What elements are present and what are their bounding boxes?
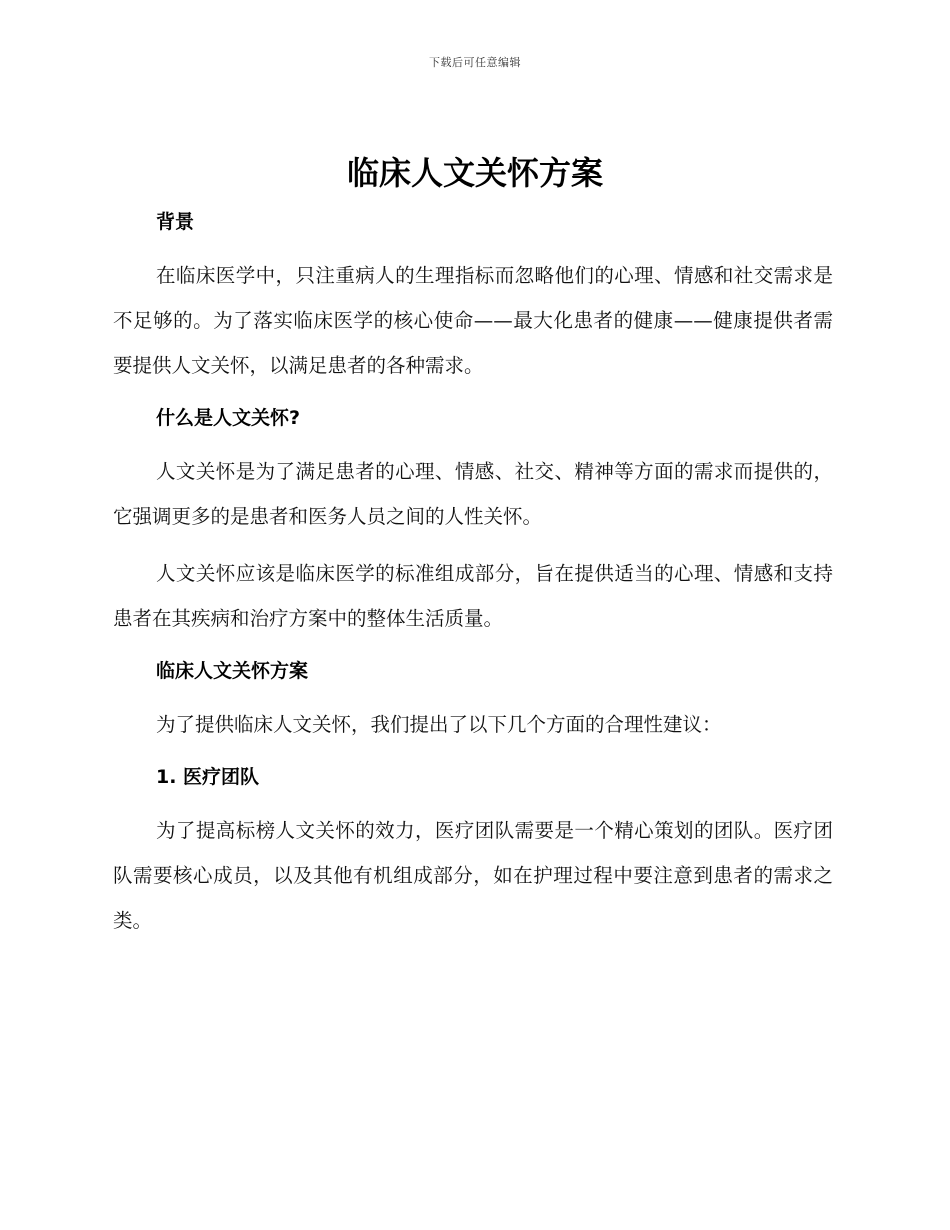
section-heading-care-plan: 临床人文关怀方案 [156, 660, 309, 682]
paragraph-medical-team: 为了提高标榜人文关怀的效力，医疗团队需要是一个精心策划的团队。医疗团队需要核心成员，以及其他有机组成部分，如在护理过程中要注意到患者的需求之类。 [113, 819, 833, 932]
paragraph-definition: 人文关怀是为了满足患者的心理、情感、社交、精神等方面的需求而提供的，它强调更多的是患者和医务人员之间的人性关怀。 [113, 460, 833, 528]
paragraph-suggestions-intro: 为了提供临床人文关怀，我们提出了以下几个方面的合理性建议： [156, 713, 722, 736]
paragraph-background: 在临床医学中，只注重病人的生理指标而忽略他们的心理、情感和社交需求是不足够的。为了落实临床医学的核心使命——最大化患者的健康——健康提供者需要提供人文关怀，以满足患者的各种需求。 [113, 264, 833, 377]
header-note: 下载后可任意编辑 [429, 56, 521, 69]
paragraph-standard-component: 人文关怀应该是临床医学的标准组成部分，旨在提供适当的心理、情感和支持患者在其疾病和治疗方案中的整体生活质量。 [113, 562, 833, 630]
section-heading-what-is-humanistic-care: 什么是人文关怀? [156, 407, 301, 429]
document-title: 临床人文关怀方案 [346, 154, 603, 192]
document-body [113, 204, 833, 943]
section-heading-medical-team: 1. 医疗团队 [156, 766, 260, 788]
section-heading-background: 背景 [156, 211, 195, 233]
